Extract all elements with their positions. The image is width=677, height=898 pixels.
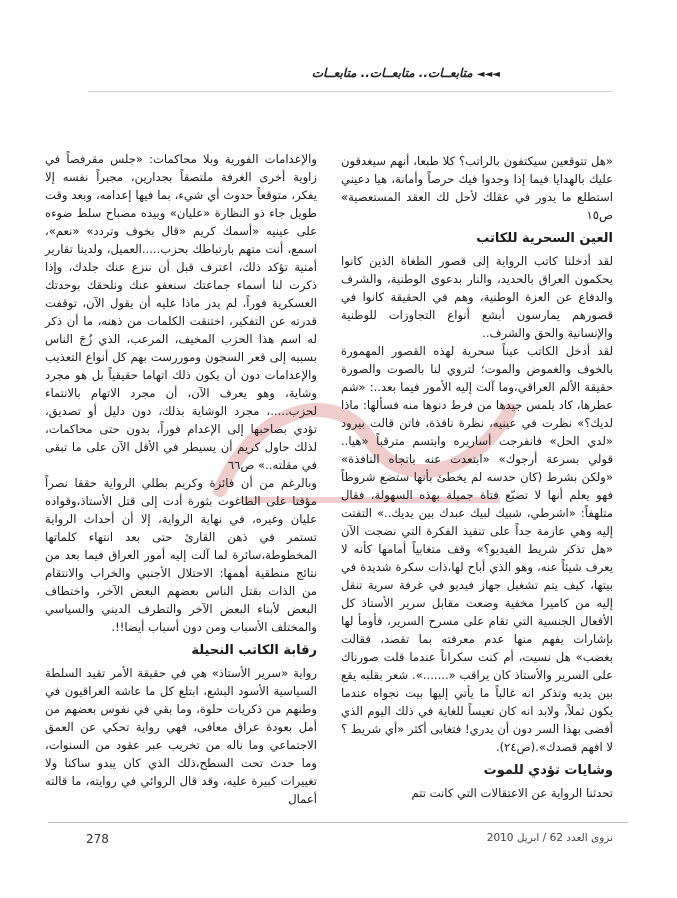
issue-info: نزوى العدد 62 / ابريل 2010 — [486, 832, 613, 844]
running-title: متابعــات.. متابعــات.. متابعــات — [311, 66, 473, 80]
section-heading: العين السحرية للكاتب — [476, 231, 613, 246]
paragraph: وبالرغم من أن فائزة وكريم بطلي الرواية حققا نصراً مؤقتا على الطاغوت بثورة أدت إلى قتل الأستاذ،وقواده عليان وغيره، في نهاية الرواية، إلا أن أحداث الرواية تستمر في ذهن القارئ حتى بعد انتهاء كلماتها المخطوطة،سائرة لما آلت إليه أمور العراق فيما بعد من نتائج منطقية أهمها: الاحتلال الأجنبي والخراب والانتقام من الذات بقتل الناس بعضهم البعض الآخر، واختطاف البعض لأبناء البعض الآخر والتطرف الديني والسياسي والمختلف الأسباب ومن دون أسباب أيضا!!. — [45, 476, 317, 634]
running-header — [86, 66, 506, 90]
paragraph: لقد أدخل الكاتب عيناً سحرية لهذه القصور المهمورة بالخوف والغموض والموت؛ لتروي لنا بالصوت والصورة حقيقة الألم العراقي،وما آلت إليه الأمور فيما بعد..: «شم عطرها، كاد يلمس جيدها من فرط دنوها منه فسألها: ماذا لديك؟» نظرت في عينيه، نظرة نافذة، فاتن قالت بيرود «لدي الحل» فانفرجت أساريره وابتسم مترقباً «هيا.. قولي بسرعة أرجوك» «ابتعدت عنه باتجاه النافذة» «ولكن بشرط (كان حدسه لم يخطئ بأنها ستضع شروطاً فهو يعلم أنها لا تضيّع فتاة جميلة بهذه السهولة، فقال متلهفاً: «اشرطي، شبيك لبيك عبدك بين يديك..» التفتت إليه وهي عازمة جداً على تنفيذ الفكرة التي نضجت الآن «هل تذكر شريط الفيديو؟» وقف متغابياً أمامها كأنه لا يعرف شيئاً عنه، وهو الذي أباح لها،ذات سكرة شديدة في بيتها، كيف يتم تشغيل جهاز فيديو في غرفة سرية تنقل إليه من كاميرا مخفية وضعت مقابل سرير الأستاذ كل الأفعال الجنسية التي تقام على مسرح السرير، فأومأ لها بإشارات يفهم منها عدم معرفته بما تقصد، فقالت بغضب» هل نسيت، أم كنت سكراناً عندما قلت صورناك على السرير والأستاذ كان يراقب «.......». شعر بقلبه يقع بين يديه وتذكر انه غالباً ما يأتي إليها بيت نجواه عندما يكون ثملاً، ولابد انه كان تعيساً للغاية في ذلك اليوم الذي أفضى بهذا السر دون أن يدري! فتغابى أكثر «أي شريط ؟ لا افهم قصدك».(ص٢٤). — [341, 344, 613, 754]
paragraph: «هل تتوقعين سيكتفون بالراتب؟ كلا طبعا، أنهم سيغدقون عليك بالهدايا فيما إذا وجدوا فيك حرصاً وأمانة، هيا دعيني استطلع ما يدور في عقلك لأحل لك العقد المستعصية» ص١٥ — [341, 154, 613, 222]
left-column — [45, 150, 317, 808]
section-heading: رقابة الكاتب النحيلة — [191, 643, 317, 658]
paragraph: لقد أدخلنا كاتب الرواية إلى قصور الطغاة الذين كانوا يحكمون العراق بالحديد، والنار بدعوى الوطنية، والشرف والدفاع عن العزة الوطنية، وهم في الحقيقة كانوا في قصورهم يمارسون أبشع أنواع التجاوزات للوطنية والإنسانية والحق والشرف.. — [341, 254, 613, 340]
paragraph: رواية «سرير الأستاذ» هي في حقيقة الأمر تقيد السلطة السياسية الأسود البشع، ابتلع كل ما عاشه العراقيون في وطنهم من ذكريات حلوة، وما بقي في نفوس بعضهم من أمل بعودة عراق معافى، فهي رواية تحكي عن العمق الاجتماعي وما ناله من تخريب عبر عقود من السنوات، وما حدث تحت السطح،ذلك الذي كان يبدو ساكنا ولا تغييرات كبيرة عليه، وقد قال الروائي في روايته، ما قالته أعمال — [45, 666, 317, 806]
section-heading: وشايات تؤدي للموت — [483, 763, 613, 778]
header-divider — [88, 91, 612, 92]
page-number: 278 — [86, 832, 109, 846]
header-arrows-icon: ◄◄◄ — [476, 69, 500, 80]
footer-divider — [48, 822, 628, 823]
paragraph: تحدثنا الرواية عن الاعتقالات التي كانت تتم — [411, 786, 613, 800]
right-column — [341, 152, 613, 802]
paragraph: والإعدامات الفورية وبلا محاكمات: «جلس مقرفصاً في زاوية أخرى الغرفة ملتصقاً بجدارين، مجبراً نفسه إلا يفكر، متوقعاً حدوث أي شيء، بما فيها إعدامه، وبعد وقت طويل جاء ذو النظارة «عليان» وبيده مصباح سلط ضوءه على عينيه «أسمك كريم «قال بخوف وتردد» «نعم»، اسمع، أنت متهم بارتباطك بحزب.....العميل، ولدينا تقارير أمنية تؤكد ذلك، اعترف قبل أن ننزع عنك جلدك، وإذا ذكرت لنا أسماء جماعتك سنعفو عنك ونلحقك بوحدتك العسكرية فوراً، لم يدر ماذا عليه أن يقول الآن، توقفت قدرته عن التفكير، اختنقت الكلمات من ذهنه، ما أن ذكر له اسم هذا الحزب المخيف، المرعب، الذي زُجَ الناس بسببه إلى قعر السجون وموررست بهم كل أنواع التعذيب والإعدامات دون أن يكون ذلك اتهاما حقيقياً بل هو مجرد وشاية، وهو يعرف الآن، أن مجرد الاتهام بالانتماء لحزب.....، مجرد الوشاية بذلك، دون دليل أو تصديق، تؤدي بصاحبها إلى الإعدام فوراً، بدون حتى محاكمات، لذلك حاول كريم أن يسيطر في الأقل الآن على ما تبقى في مقلته..» ص٦٦ — [45, 152, 317, 472]
